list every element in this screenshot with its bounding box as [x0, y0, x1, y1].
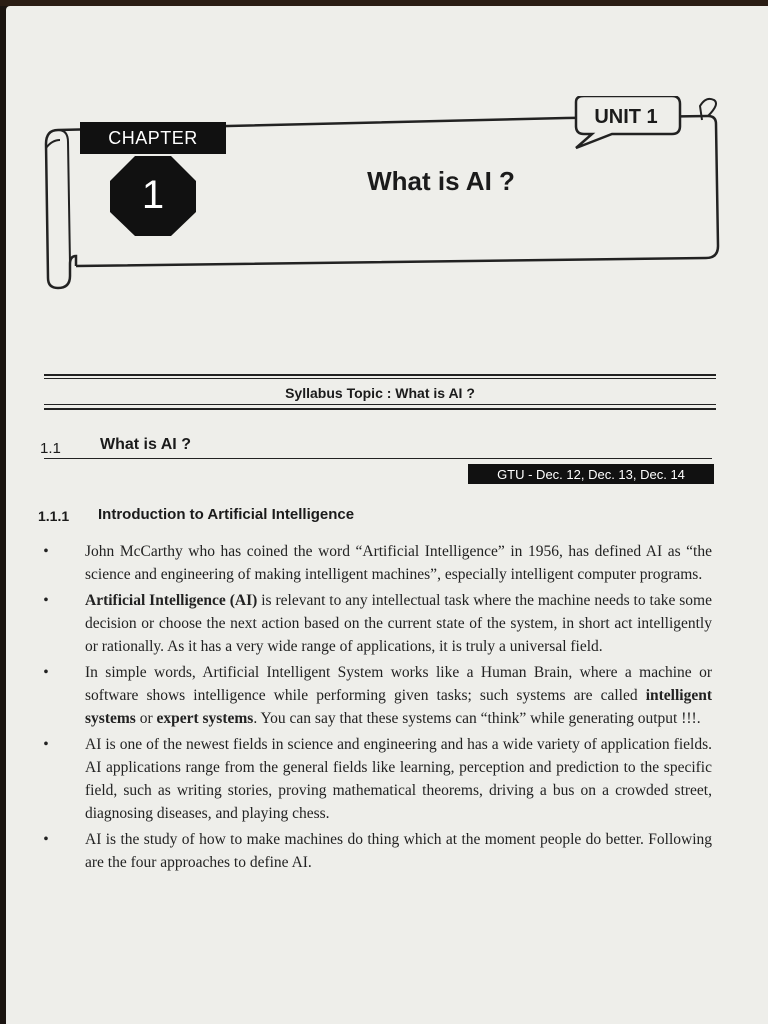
exam-tag: GTU - Dec. 12, Dec. 13, Dec. 14 — [468, 464, 714, 484]
bullet-text — [85, 540, 712, 586]
bold-term: Artificial Intelligence (AI) — [85, 592, 258, 609]
bullet-item — [40, 733, 712, 825]
bullet-dot-icon: • — [43, 543, 49, 560]
syllabus-topic: Syllabus Topic : What is AI ? — [285, 385, 475, 401]
bold-term: intelligent systems — [85, 687, 712, 727]
unit-label: UNIT 1 — [594, 105, 658, 128]
book-page — [6, 6, 768, 1024]
section-title: What is AI ? — [100, 436, 191, 453]
chapter-number: 1 — [141, 172, 165, 217]
divider-top — [44, 374, 716, 376]
subsection-number: 1.1.1 — [38, 508, 70, 524]
section-number: 1.1 — [40, 440, 61, 457]
bullet-text — [85, 589, 712, 658]
bullet-item — [40, 540, 712, 586]
bullet-item — [40, 589, 712, 658]
chapter-title: What is AI ? — [367, 166, 515, 196]
bullet-dot-icon: • — [43, 592, 49, 609]
bullet-dot-icon: • — [43, 831, 49, 848]
bullet-item — [40, 828, 712, 874]
divider-bottom — [44, 408, 716, 410]
bullet-text — [85, 661, 712, 730]
subsection-title: Introduction to Artificial Intelligence — [98, 506, 355, 523]
bold-term: expert systems — [156, 710, 254, 727]
text-run: AI is the study of how to make machines do thing which at the moment people do better. Following are the four approaches to define AI. — [85, 831, 712, 871]
chapter-label: CHAPTER — [80, 122, 226, 154]
divider-top-thin — [44, 378, 716, 379]
bullet-item — [40, 661, 712, 730]
bullet-dot-icon: • — [43, 736, 49, 753]
text-run: or — [135, 710, 157, 727]
text-run: . You can say that these systems can “think” while generating output !!!. — [253, 710, 701, 727]
text-run: John McCarthy who has coined the word “Artificial Intelligence” in 1956, has defined AI as “the science and engineering of making intelligent machines”, especially intelligent computer programs. — [85, 543, 712, 583]
divider-bottom-thin — [44, 404, 716, 405]
bullet-text — [85, 733, 712, 825]
text-run: In simple words, Artificial Intelligent System works like a Human Brain, where a machine or software shows intelligence while performing given tasks; such systems are called — [85, 664, 712, 704]
text-run: is relevant to any intellectual task where the machine needs to take some decision or choose the next action based on the current state of the system, in short act intelligently or rationally. As it has a very wide range of applications, it is truly a universal field. — [85, 592, 712, 655]
text-run: AI is one of the newest fields in science and engineering and has a wide variety of application fields. AI applications range from the general fields like learning, perception and prediction to the specific field, such as writing stories, proving mathematical theorems, driving a bus on a crowded street, diagnosing diseases, and playing chess. — [85, 736, 712, 822]
bullet-dot-icon: • — [43, 664, 49, 681]
bullet-text — [85, 828, 712, 874]
section-underline — [44, 458, 712, 459]
bullet-list — [40, 540, 712, 877]
